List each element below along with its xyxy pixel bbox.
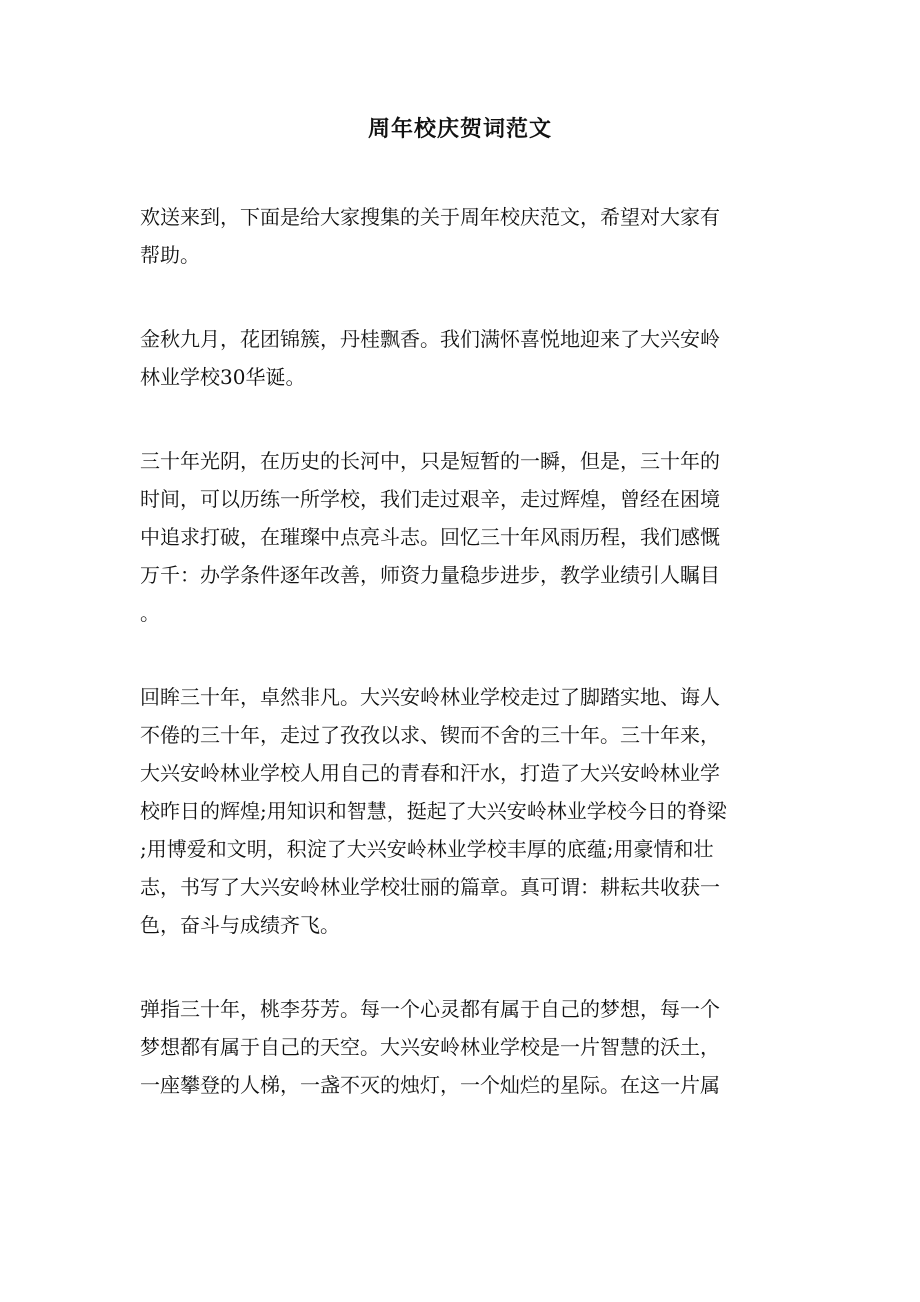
paragraph-line: 林业学校30华诞。 bbox=[140, 365, 306, 389]
paragraph-line: 欢送来到，下面是给大家搜集的关于周年校庆范文，希望对大家有 bbox=[140, 205, 720, 229]
paragraph-line: ;用博爱和文明，积淀了大兴安岭林业学校丰厚的底蕴;用豪情和壮 bbox=[140, 837, 714, 861]
paragraph-line: 校昨日的辉煌;用知识和智慧，挺起了大兴安岭林业学校今日的脊梁 bbox=[140, 799, 727, 823]
paragraph-autumn bbox=[140, 320, 782, 396]
paragraph-line: 三十年光阴，在历史的长河中，只是短暂的一瞬，但是，三十年的 bbox=[140, 449, 720, 473]
paragraph-line: 。 bbox=[140, 601, 160, 625]
paragraph-line: 金秋九月，花团锦簇，丹桂飘香。我们满怀喜悦地迎来了大兴安岭 bbox=[140, 327, 720, 351]
paragraph-look-back bbox=[140, 678, 782, 944]
document-title: 周年校庆贺词范文 bbox=[367, 116, 552, 142]
paragraph-line: 万千：办学条件逐年改善，师资力量稳步进步，教学业绩引人瞩目 bbox=[140, 563, 720, 587]
paragraph-line: 时间，可以历练一所学校，我们走过艰辛，走过辉煌，曾经在困境 bbox=[140, 487, 720, 511]
paragraph-line: 帮助。 bbox=[140, 243, 200, 267]
paragraph-line: 回眸三十年，卓然非凡。大兴安岭林业学校走过了脚踏实地、诲人 bbox=[140, 685, 720, 709]
paragraph-line: 一座攀登的人梯，一盏不灭的烛灯，一个灿烂的星际。在这一片属 bbox=[140, 1073, 720, 1097]
paragraph-line: 大兴安岭林业学校人用自己的青春和汗水，打造了大兴安岭林业学 bbox=[140, 761, 720, 785]
paragraph-line: 色，奋斗与成绩齐飞。 bbox=[140, 913, 340, 937]
paragraph-line: 弹指三十年，桃李芬芳。每一个心灵都有属于自己的梦想，每一个 bbox=[140, 997, 720, 1021]
paragraph-flourishing bbox=[140, 990, 782, 1104]
document-body bbox=[140, 198, 782, 1150]
paragraph-thirty-years bbox=[140, 442, 782, 632]
paragraph-line: 不倦的三十年，走过了孜孜以求、锲而不舍的三十年。三十年来， bbox=[140, 723, 720, 747]
paragraph-intro bbox=[140, 198, 782, 274]
paragraph-line: 志，书写了大兴安岭林业学校壮丽的篇章。真可谓：耕耘共收获一 bbox=[140, 875, 720, 899]
paragraph-line: 梦想都有属于自己的天空。大兴安岭林业学校是一片智慧的沃土， bbox=[140, 1035, 720, 1059]
paragraph-line: 中追求打破，在璀璨中点亮斗志。回忆三十年风雨历程，我们感慨 bbox=[140, 525, 720, 549]
